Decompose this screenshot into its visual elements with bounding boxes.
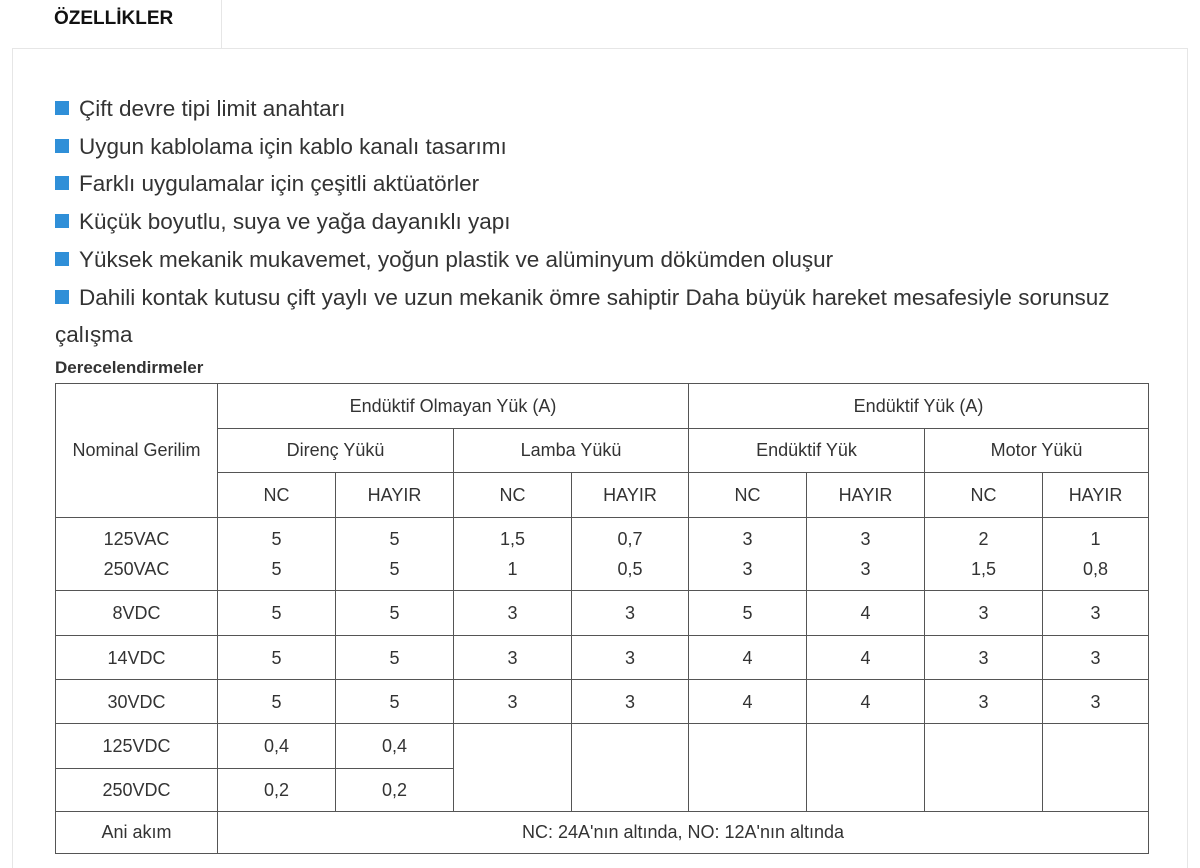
- value-cell: [454, 591, 572, 636]
- rating-value: 3: [507, 647, 518, 668]
- header-nominal-voltage: Nominal Gerilim: [56, 384, 218, 518]
- value-cell: [336, 724, 454, 769]
- table-row: [56, 812, 1149, 854]
- rating-value: 3: [860, 529, 871, 549]
- feature-list: [55, 90, 1155, 354]
- value-cell: [572, 591, 689, 636]
- feature-item: [55, 128, 1155, 166]
- rating-value: 5: [271, 603, 282, 623]
- voltage-value: 250VDC: [102, 780, 171, 800]
- empty-cell: [689, 724, 807, 812]
- rating-value: 3: [625, 691, 636, 712]
- table-row: [56, 680, 1149, 724]
- value-cell: [218, 769, 336, 812]
- value-cell: [454, 518, 572, 591]
- empty-cell: [454, 724, 572, 812]
- table-row: [56, 636, 1149, 680]
- header-no: HAYIR: [336, 473, 454, 518]
- rating-value: 1,5: [499, 529, 526, 549]
- rating-value: 3: [507, 691, 518, 712]
- header-nc: NC: [689, 473, 807, 518]
- header-motor-load: Motor Yükü: [925, 429, 1149, 473]
- rating-value: 0,5: [617, 559, 643, 579]
- rating-value: 3: [625, 603, 636, 623]
- value-cell: [218, 636, 336, 680]
- inrush-label: Ani akım: [56, 812, 218, 854]
- voltage-value: 14VDC: [107, 647, 166, 668]
- feature-item: [55, 279, 1155, 354]
- rating-value: 3: [978, 691, 989, 712]
- rating-value: 0,4: [381, 736, 408, 756]
- rating-value: 5: [271, 529, 282, 549]
- rating-value: 5: [389, 559, 400, 579]
- value-cell: [925, 591, 1043, 636]
- rating-value: 5: [271, 559, 282, 579]
- rating-value: 4: [742, 647, 753, 668]
- value-cell: [925, 636, 1043, 680]
- value-cell: [454, 680, 572, 724]
- rating-value: 1: [1090, 529, 1101, 549]
- value-cell: [689, 591, 807, 636]
- value-cell: [925, 518, 1043, 591]
- rating-value: 5: [271, 691, 282, 712]
- rating-value: 0,8: [1083, 559, 1109, 579]
- header-lamp-load: Lamba Yükü: [454, 429, 689, 473]
- square-bullet-icon: [55, 290, 69, 304]
- rating-value: 0,2: [381, 780, 408, 800]
- rating-value: 5: [389, 691, 400, 712]
- value-cell: [1043, 680, 1149, 724]
- tab-label: ÖZELLİKLER: [54, 8, 174, 29]
- voltage-value: 125VDC: [102, 736, 171, 756]
- rating-value: 3: [978, 603, 989, 623]
- rating-value: 4: [860, 691, 871, 712]
- header-nc: NC: [925, 473, 1043, 518]
- voltage-value: 8VDC: [112, 603, 161, 623]
- voltage-value: 30VDC: [107, 691, 166, 712]
- value-cell: [336, 591, 454, 636]
- value-cell: [336, 680, 454, 724]
- feature-item: [55, 165, 1155, 203]
- rating-value: 0,2: [263, 780, 290, 800]
- feature-text: Yüksek mekanik mukavemet, yoğun plastik ve alüminyum dökümden oluşur: [79, 246, 834, 272]
- empty-cell: [925, 724, 1043, 812]
- rating-value: 5: [389, 529, 400, 549]
- voltage-cell: [56, 636, 218, 680]
- empty-cell: [572, 724, 689, 812]
- empty-cell: [1043, 724, 1149, 812]
- value-cell: [689, 518, 807, 591]
- square-bullet-icon: [55, 101, 69, 115]
- value-cell: [807, 680, 925, 724]
- voltage-cell: [56, 591, 218, 636]
- header-inductive-sub: Endüktif Yük: [689, 429, 925, 473]
- header-inductive-load: Endüktif Yük (A): [689, 384, 1149, 429]
- voltage-value: 125VAC: [103, 529, 170, 549]
- rating-value: 3: [978, 647, 989, 668]
- value-cell: [807, 591, 925, 636]
- feature-item: [55, 203, 1155, 241]
- table-row: [56, 724, 1149, 769]
- value-cell: [807, 636, 925, 680]
- rating-value: 3: [507, 603, 518, 623]
- value-cell: [454, 636, 572, 680]
- header-non-inductive-load: Endüktif Olmayan Yük (A): [218, 384, 689, 429]
- value-cell: [1043, 518, 1149, 591]
- feature-item: [55, 241, 1155, 279]
- rating-value: 3: [1090, 691, 1101, 712]
- rating-value: 3: [1090, 603, 1101, 623]
- value-cell: [572, 680, 689, 724]
- rating-value: 3: [742, 529, 753, 549]
- square-bullet-icon: [55, 214, 69, 228]
- rating-value: 3: [1090, 647, 1101, 668]
- inrush-value: NC: 24A'nın altında, NO: 12A'nın altında: [218, 812, 1149, 854]
- header-resistive-load: Direnç Yükü: [218, 429, 454, 473]
- voltage-cell: [56, 680, 218, 724]
- voltage-cell: [56, 769, 218, 812]
- feature-text: Farklı uygulamalar için çeşitli aktüatörler: [79, 171, 480, 197]
- voltage-value: 250VAC: [103, 559, 170, 579]
- square-bullet-icon: [55, 139, 69, 153]
- rating-value: 3: [742, 559, 753, 579]
- ratings-table: [55, 383, 1149, 854]
- value-cell: [1043, 591, 1149, 636]
- square-bullet-icon: [55, 252, 69, 266]
- empty-cell: [807, 724, 925, 812]
- rating-value: 4: [860, 603, 871, 623]
- rating-value: 1,5: [971, 559, 997, 579]
- rating-value: 3: [625, 647, 636, 668]
- rating-value: 5: [271, 647, 282, 668]
- ratings-title: Derecelendirmeler: [55, 358, 204, 377]
- table-row: [56, 518, 1149, 591]
- feature-text: Çift devre tipi limit anahtarı: [79, 96, 346, 121]
- value-cell: [925, 680, 1043, 724]
- rating-value: 0,4: [263, 736, 290, 756]
- value-cell: [336, 769, 454, 812]
- value-cell: [218, 591, 336, 636]
- value-cell: [572, 636, 689, 680]
- value-cell: [336, 636, 454, 680]
- table-row: [56, 591, 1149, 636]
- voltage-cell: [56, 518, 218, 591]
- feature-item: [55, 90, 1155, 128]
- header-no: HAYIR: [572, 473, 689, 518]
- header-no: HAYIR: [1043, 473, 1149, 518]
- value-cell: [336, 518, 454, 591]
- header-no: HAYIR: [807, 473, 925, 518]
- rating-value: 4: [860, 647, 871, 668]
- feature-text: Dahili kontak kutusu çift yaylı ve uzun mekanik ömre sahiptir Daha büyük hareket mesafesiyle sorunsuz çalışma: [55, 284, 1110, 348]
- value-cell: [218, 518, 336, 591]
- rating-value: 1: [507, 559, 518, 579]
- rating-value: 3: [860, 559, 871, 579]
- value-cell: [1043, 636, 1149, 680]
- tab-ozellikler[interactable]: [26, 0, 222, 48]
- value-cell: [218, 724, 336, 769]
- rating-value: 2: [978, 529, 989, 549]
- feature-text: Uygun kablolama için kablo kanalı tasarımı: [79, 133, 507, 159]
- value-cell: [689, 636, 807, 680]
- feature-text: Küçük boyutlu, suya ve yağa dayanıklı yapı: [79, 209, 511, 235]
- value-cell: [572, 518, 689, 591]
- rating-value: 0,7: [617, 529, 643, 549]
- value-cell: [218, 680, 336, 724]
- header-nc: NC: [218, 473, 336, 518]
- square-bullet-icon: [55, 176, 69, 190]
- rating-value: 5: [389, 647, 400, 668]
- rating-value: 5: [389, 603, 400, 623]
- value-cell: [807, 518, 925, 591]
- rating-value: 5: [742, 603, 753, 623]
- rating-value: 4: [742, 691, 753, 712]
- voltage-cell: [56, 724, 218, 769]
- value-cell: [689, 680, 807, 724]
- header-nc: NC: [454, 473, 572, 518]
